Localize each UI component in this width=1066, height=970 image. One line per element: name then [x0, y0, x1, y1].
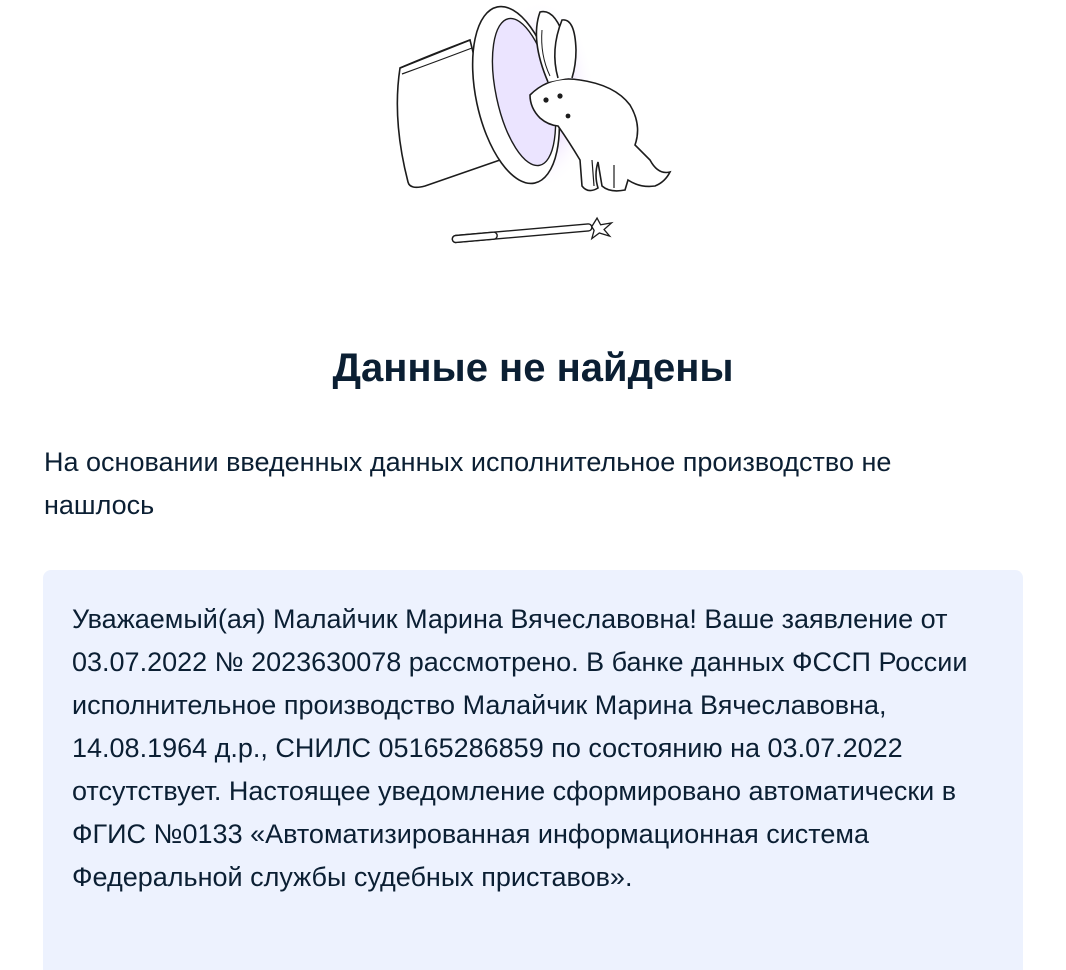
magic-hat-rabbit-icon — [380, 0, 680, 250]
page-title: Данные не найдены — [332, 346, 734, 390]
result-description: На основании введенных данных исполнительное производство не нашлось — [44, 447, 892, 520]
notice-panel — [43, 570, 1023, 970]
notice-text: Уважаемый(ая) Малайчик Марина Вячеславовна! Ваше заявление от 03.07.2022 № 2023630078 рассмотрено. В банке данных ФССП России исполнительное производство Малайчик Марина Вячеславовна, 14.08.1964 д.р., СНИЛС 05165286859 по состоянию на 03.07.2022 отсутствует. Настоящее уведомление сформировано автоматически в ФГИС №0133 «Автоматизированная информационная система Федеральной службы судебных приставов». — [72, 604, 968, 892]
